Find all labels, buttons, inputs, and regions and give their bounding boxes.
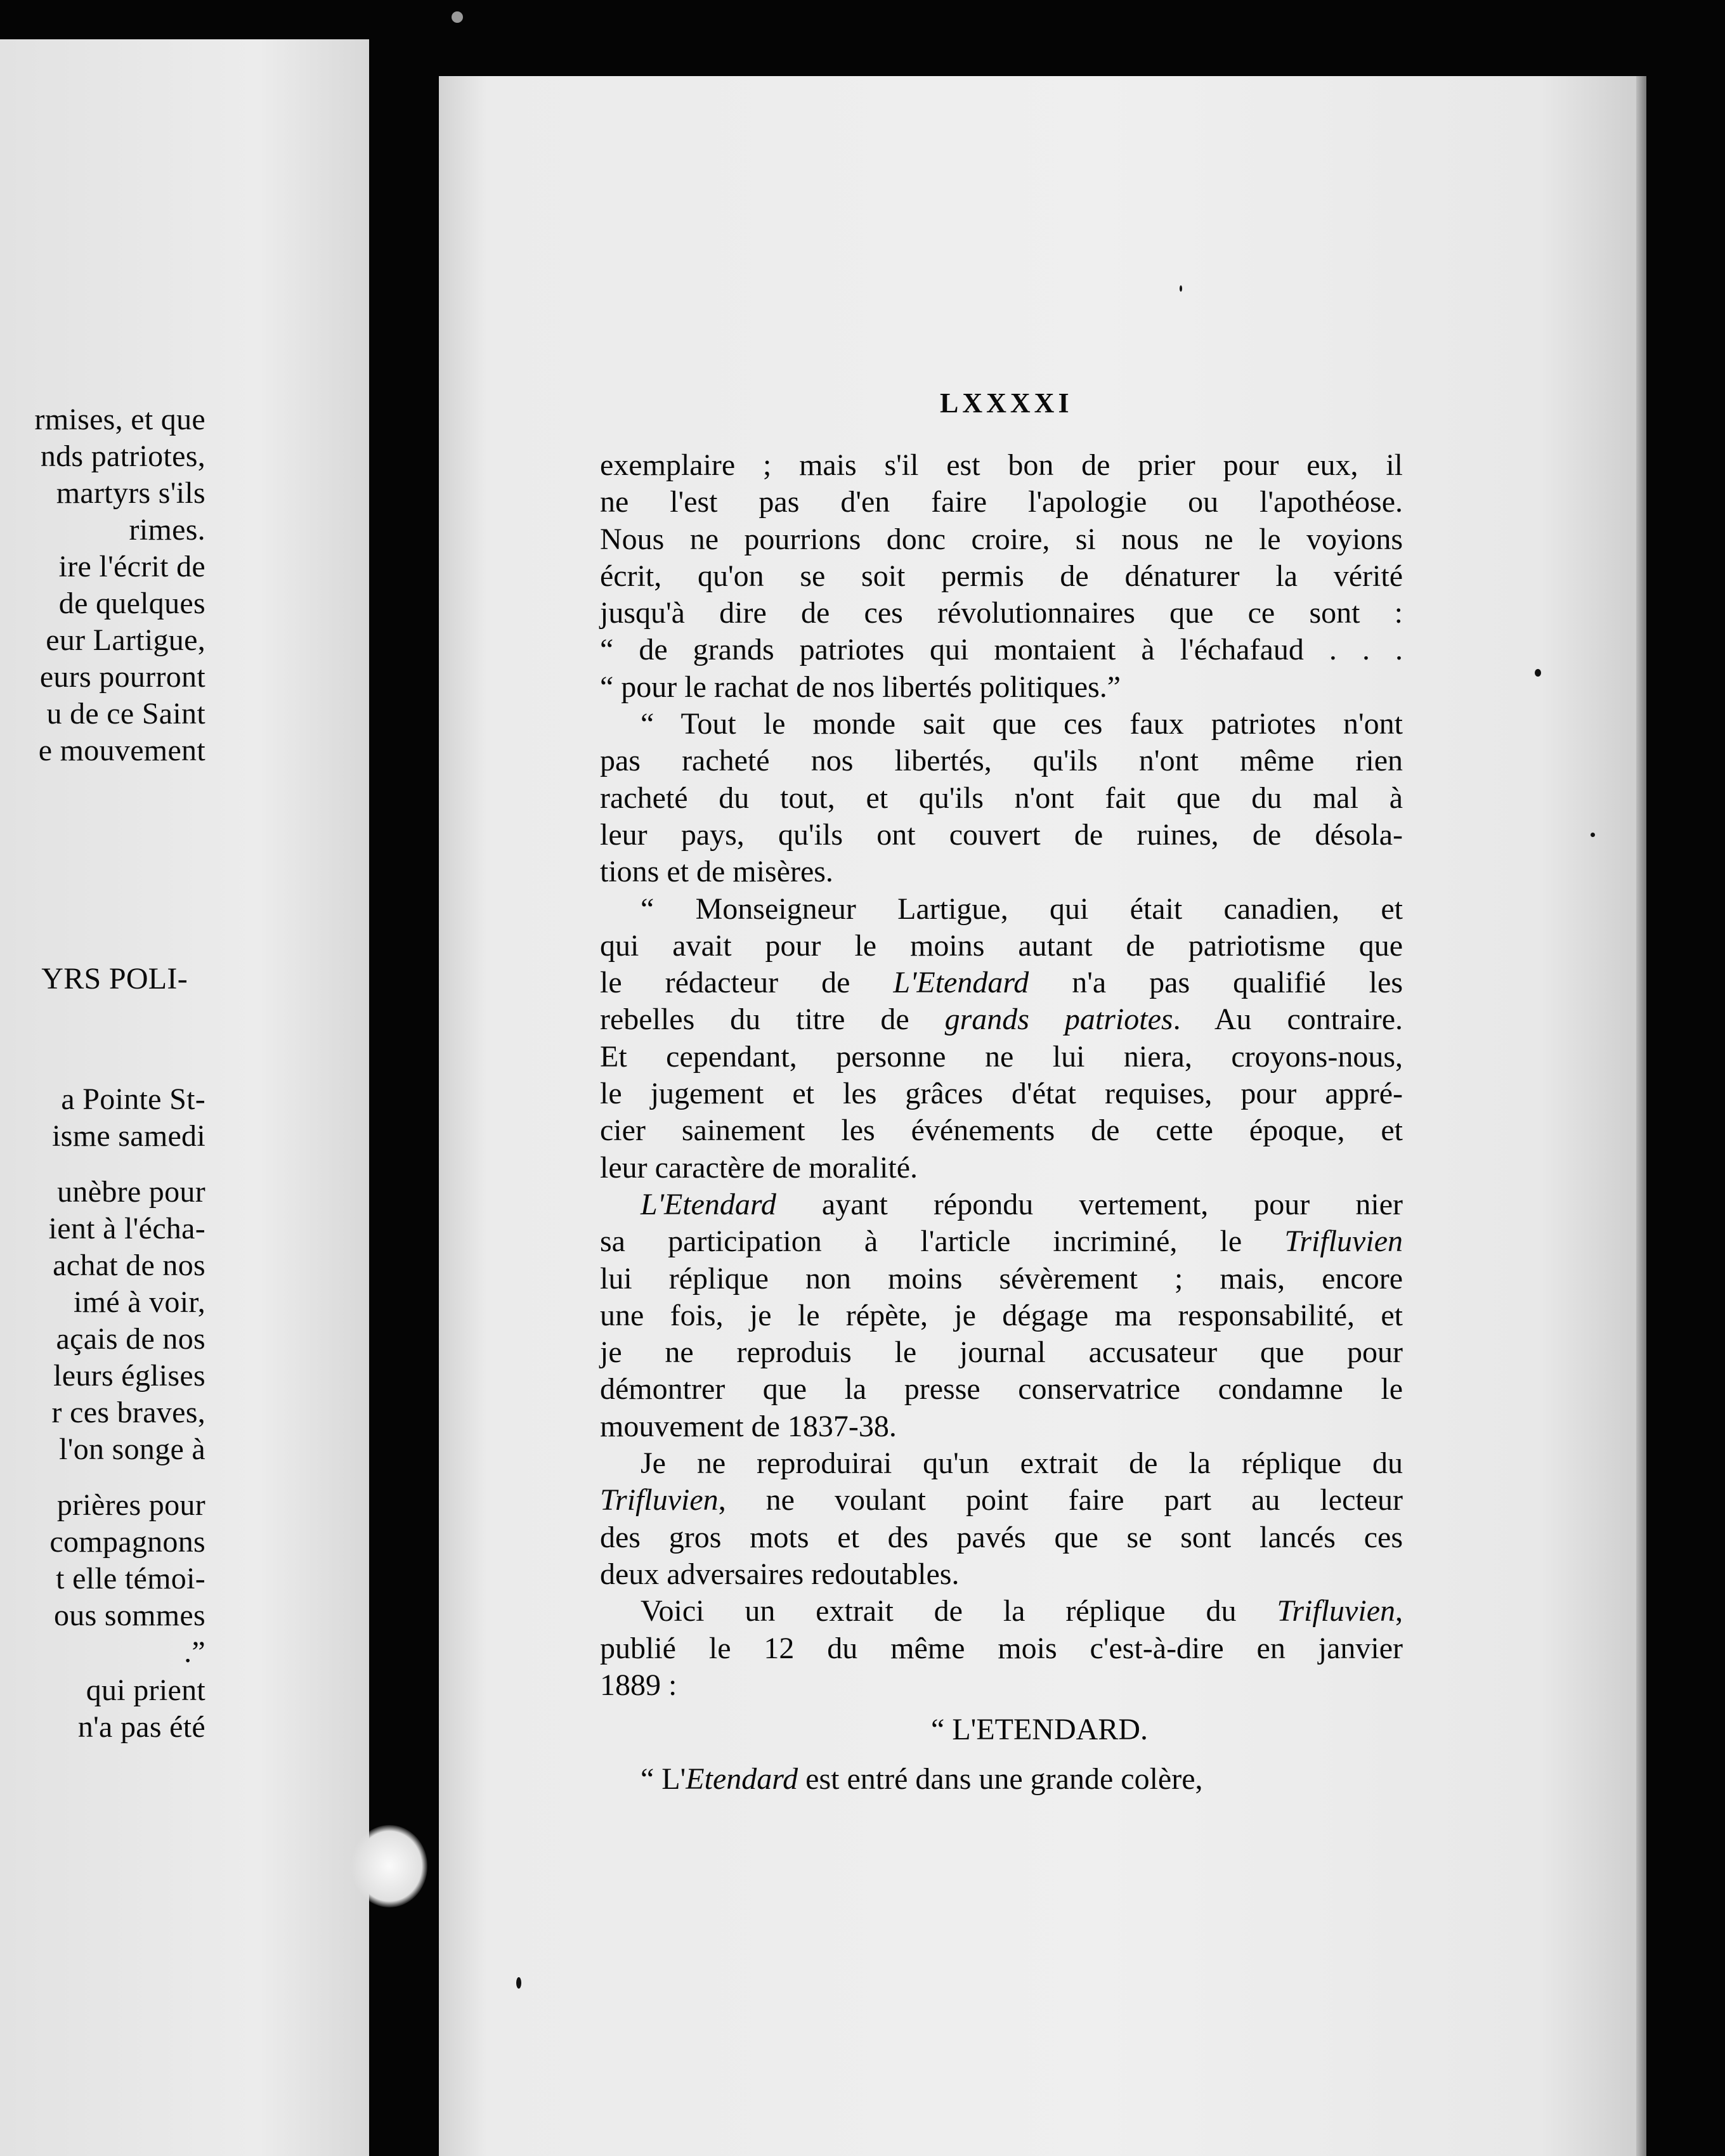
page-number: LXXXXI (940, 387, 1073, 419)
italic-title: Trifluvien (1284, 1224, 1403, 1259)
paragraph (600, 1593, 1403, 1704)
text-line: cier sainement les événements de cette époque, et (600, 1114, 1403, 1148)
left-page-line: qui prient (86, 1673, 205, 1707)
text-line: je ne reproduis le journal accusateur que pour (600, 1335, 1403, 1370)
text-line: mouvement de 1837-38. (600, 1409, 897, 1443)
left-page-line: rmises, et que (34, 403, 205, 436)
text-line: “ Monseigneur Lartigue, qui était canadien, et (641, 892, 1403, 926)
text-line: le rédacteur de L'Etendard n'a pas qualifié les (600, 966, 1403, 1000)
left-page-line: prières pour (56, 1488, 205, 1522)
left-page-line: imé à voir, (74, 1285, 205, 1319)
page-body-text (600, 447, 1403, 1798)
paragraph (600, 1445, 1403, 1593)
paragraphs (600, 447, 1403, 1704)
text-line: racheté du tout, et qu'ils n'ont fait que du mal à (600, 781, 1403, 815)
text-line: leur pays, qu'ils ont couvert de ruines, de désola- (600, 817, 1403, 852)
italic-title: L'Etendard (893, 966, 1029, 1000)
left-page-line: YRS POLI- (41, 962, 188, 996)
left-page-line: leurs églises (53, 1359, 205, 1393)
left-page-line: e mouvement (38, 734, 205, 767)
paper-smudge (351, 1825, 427, 1907)
paragraph (600, 1186, 1403, 1445)
section-heading: “ L'ETENDARD. (931, 1713, 1148, 1747)
text-line: démontrer que la presse conservatrice condamne le (600, 1372, 1403, 1406)
text-line: écrit, qu'on se soit permis de dénaturer la vérité (600, 559, 1403, 593)
left-page-line: n'a pas été (77, 1710, 205, 1744)
text-line: qui avait pour le moins autant de patriotisme que (600, 928, 1403, 963)
ink-speck (1535, 669, 1541, 677)
left-page-line: l'on songe à (59, 1432, 205, 1466)
left-page-line: achat de nos (53, 1249, 205, 1282)
left-page-line: de quelques (58, 587, 205, 620)
text-line: Je ne reproduirai qu'un extrait de la réplique du (641, 1446, 1403, 1481)
right-page (439, 76, 1636, 2156)
left-page-line: ous sommes (53, 1599, 205, 1632)
text-line: une fois, je le répète, je dégage ma responsabilité, et (600, 1298, 1403, 1332)
text-line: leur caractère de moralité. (600, 1150, 918, 1185)
text-line: deux adversaires redoutables. (600, 1557, 960, 1591)
text-line: Et cependant, personne ne lui niera, croyons-nous, (600, 1039, 1403, 1074)
text-line: “ Tout le monde sait que ces faux patriotes n'ont (641, 707, 1403, 741)
left-page (0, 39, 369, 2156)
text-line: ne l'est pas d'en faire l'apologie ou l'apothéose. (600, 485, 1403, 519)
left-page-line: martyrs s'ils (56, 476, 205, 510)
ink-speck (516, 1977, 521, 1989)
text-line: des gros mots et des pavés que se sont lancés ces (600, 1520, 1403, 1554)
text-line: exemplaire ; mais s'il est bon de prier pour eux, il (600, 448, 1403, 482)
text-line: le jugement et les grâces d'état requises, pour appré- (600, 1077, 1403, 1111)
left-page-line: açais de nos (56, 1322, 205, 1356)
final-paragraph-start (600, 1761, 1403, 1798)
italic-title: grands patriotes (944, 1003, 1173, 1037)
italic-title: Etendard (686, 1762, 798, 1796)
final-line: “ L'Etendard est entré dans une grande colère, (641, 1762, 1203, 1796)
left-page-line: rimes. (129, 513, 205, 547)
left-page-line: a Pointe St- (61, 1082, 205, 1116)
text-line: publié le 12 du même mois c'est-à-dire en janvier (600, 1631, 1403, 1665)
ink-speck (452, 11, 463, 23)
paragraph (600, 706, 1403, 890)
text-line: “ de grands patriotes qui montaient à l'échafaud . . . (600, 633, 1403, 667)
text-line: Trifluvien, ne voulant point faire part au lecteur (600, 1483, 1403, 1517)
left-page-line: unèbre pour (57, 1175, 205, 1209)
left-page-line: eur Lartigue, (46, 623, 205, 657)
ink-speck (1180, 285, 1182, 292)
text-line: 1889 : (600, 1668, 677, 1702)
left-page-line: isme samedi (52, 1119, 205, 1153)
text-line: “ pour le rachat de nos libertés politiques.” (600, 670, 1121, 704)
left-page-line: ient à l'écha- (48, 1212, 205, 1245)
text-line: Voici un extrait de la réplique du Trifluvien, (641, 1594, 1403, 1628)
text-line: pas racheté nos libertés, qu'ils n'ont même rien (600, 744, 1403, 778)
text-line: jusqu'à dire de ces révolutionnaires que ce sont : (600, 596, 1403, 630)
text-line: lui réplique non moins sévèrement ; mais, encore (600, 1261, 1403, 1296)
italic-title: Trifluvien (1277, 1594, 1395, 1628)
left-page-line: u de ce Saint (46, 697, 205, 731)
left-page-line: eurs pourront (39, 660, 205, 694)
text-line: sa participation à l'article incriminé, le Trifluvien (600, 1224, 1403, 1259)
text-line: L'Etendard ayant répondu vertement, pour nier (641, 1187, 1403, 1221)
text-line: rebelles du titre de grands patriotes. Au contraire. (600, 1003, 1403, 1037)
text-line: tions et de misères. (600, 855, 833, 889)
left-page-line: nds patriotes, (40, 439, 205, 473)
left-page-line: ire l'écrit de (58, 550, 205, 583)
paragraph (600, 447, 1403, 706)
left-page-line: compagnons (49, 1525, 205, 1559)
left-page-line: t elle témoi- (56, 1562, 205, 1595)
paragraph (600, 891, 1403, 1186)
left-page-line: r ces braves, (51, 1396, 205, 1429)
text-line: Nous ne pourrions donc croire, si nous ne le voyions (600, 522, 1403, 556)
left-page-line: .” (184, 1635, 205, 1669)
ink-speck (1591, 833, 1595, 837)
italic-title: Trifluvien (600, 1483, 719, 1517)
italic-title: L'Etendard (641, 1187, 776, 1221)
